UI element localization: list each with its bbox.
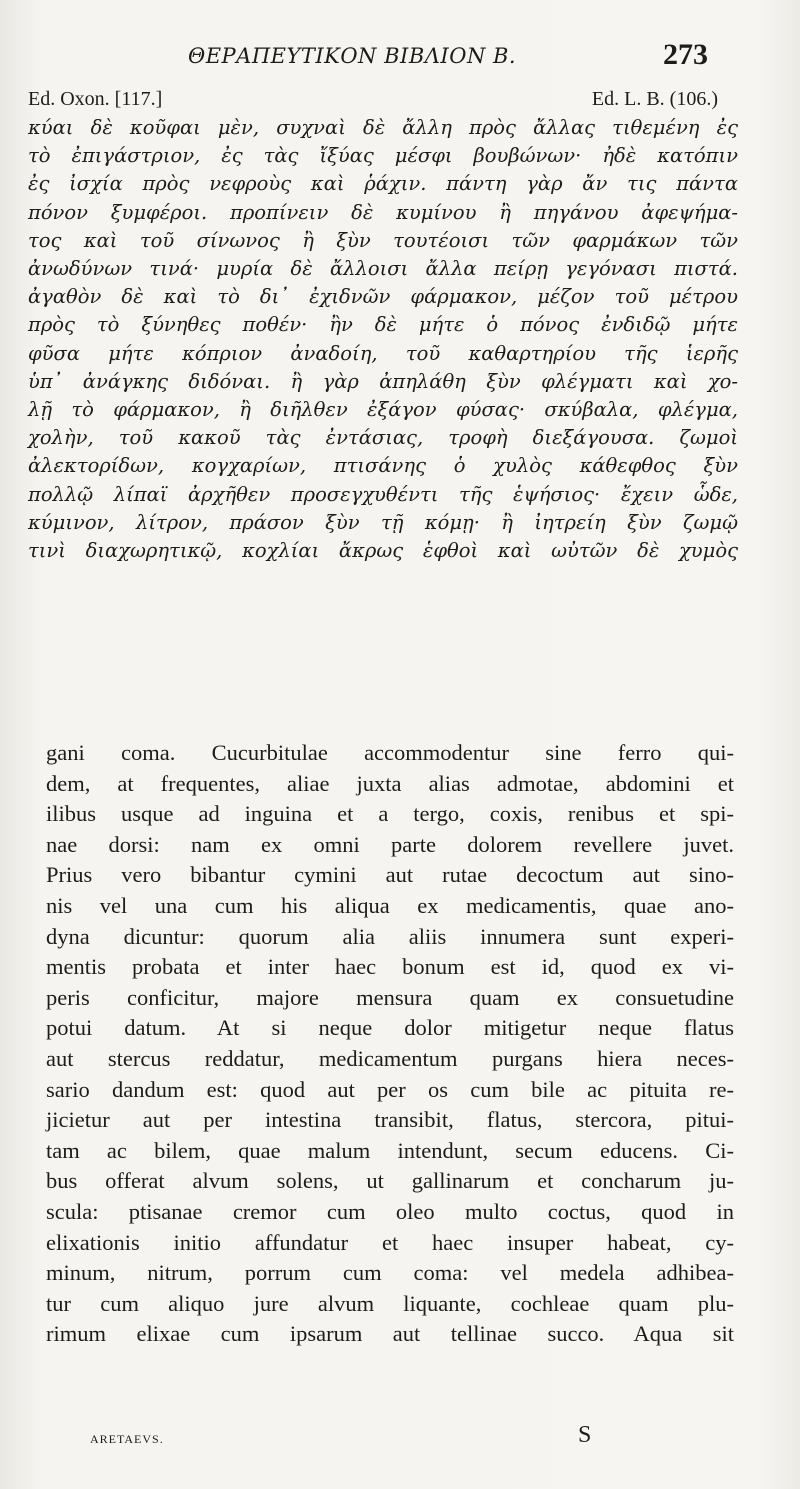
- edition-references: [28, 88, 718, 114]
- greek-line: πρὸς τὸ ξύνηθες ποθέν· ἢν δὲ μήτε ὁ πόνος ἐνδιδῷ μήτε: [28, 313, 738, 337]
- running-head: ΘΕΡΑΠΕΥΤΙΚΟΝ ΒΙΒΛΙΟΝ Β.: [188, 44, 517, 68]
- latin-line: Prius vero bibantur cymini aut rutae decoctum aut sino-: [46, 862, 734, 888]
- edition-reference-oxford: Ed. Oxon. [117.]: [28, 88, 163, 110]
- greek-line: ἀγαθὸν δὲ καὶ τὸ δι᾿ ἐχιδνῶν φάρμακον, μέζον τοῦ μέτρου: [28, 285, 738, 309]
- latin-line: nis vel una cum his aliqua ex medicamentis, quae ano-: [46, 892, 734, 918]
- latin-line: tam ac bilem, quae malum intendunt, secum educens. Ci-: [46, 1137, 734, 1163]
- latin-line: dem, at frequentes, aliae juxta alias admotae, abdomini et: [46, 770, 734, 796]
- page-header: [0, 38, 800, 78]
- latin-line: rimum elixae cum ipsarum aut tellinae succo. Aqua sit: [46, 1321, 734, 1347]
- greek-line: ἀλεκτορίδων, κογχαρίων, πτισάνης ὁ χυλὸς κάθεφθος ξὺν: [28, 454, 738, 478]
- edition-reference-leipzig: Ed. L. B. (106.): [591, 88, 718, 110]
- greek-line: πολλῷ λίπαϊ ἀρχῆθεν προσεγχυθέντι τῆς ἑψήσιος· ἔχειν ὧδε,: [28, 482, 738, 506]
- greek-text-block: [28, 114, 738, 565]
- greek-line: κύμινον, λίτρον, πράσον ξὺν τῇ κόμῃ· ἢ ἰητρείη ξὺν ζωμῷ: [28, 510, 738, 534]
- greek-line: λῇ τὸ φάρμακον, ἢ διῆλθεν ἐξάγον φύσας· σκύβαλα, φλέγμα,: [28, 398, 738, 422]
- greek-line: πόνον ξυμφέροι. προπίνειν δὲ κυμίνου ἢ πηγάνου ἀφεψήμα-: [28, 200, 738, 224]
- latin-line: nae dorsi: nam ex omni parte dolorem revellere juvet.: [46, 831, 734, 857]
- greek-line: ἀνωδύνων τινά· μυρία δὲ ἄλλοισι ἄλλα πείρῃ γεγόνασι πιστά.: [28, 257, 738, 281]
- page-footer: [0, 1422, 800, 1462]
- latin-line: scula: ptisanae cremor cum oleo multo coctus, quod in: [46, 1198, 734, 1224]
- latin-line: mentis probata et inter haec bonum est id, quod ex vi-: [46, 954, 734, 980]
- latin-text-block: [46, 738, 734, 1350]
- latin-line: ilibus usque ad inguina et a tergo, coxis, renibus et spi-: [46, 801, 734, 827]
- greek-line: τινὶ διαχωρητικῷ, κοχλίαι ἄκρως ἑφθοὶ καὶ ωὐτῶν δὲ χυμὸς: [28, 539, 738, 563]
- greek-line: φῦσα μήτε κόπριον ἀναδοίη, τοῦ καθαρτηρίου τῆς ἱερῆς: [28, 341, 738, 365]
- latin-line: aut stercus reddatur, medicamentum purgans hiera neces-: [46, 1045, 734, 1071]
- greek-line: τὸ ἐπιγάστριον, ἐς τὰς ἴξύας μέσφι βουβώνων· ἠδὲ κατόπιν: [28, 144, 738, 168]
- latin-line: potui datum. At si neque dolor mitigetur neque flatus: [46, 1015, 734, 1041]
- latin-line: gani coma. Cucurbitulae accommodentur sine ferro qui-: [46, 740, 734, 765]
- latin-line: tur cum aliquo jure alvum liquante, cochleae quam plu-: [46, 1290, 734, 1316]
- page-number: 273: [663, 38, 708, 71]
- latin-line: bus offerat alvum solens, ut gallinarum et concharum ju-: [46, 1168, 734, 1194]
- greek-line: ἐς ἰσχία πρὸς νεφροὺς καὶ ῥάχιν. πάντη γὰρ ἄν τις πάντα: [28, 172, 738, 196]
- printer-signature-mark: S: [578, 1422, 592, 1448]
- latin-line: dyna dicuntur: quorum alia aliis innumera sunt experi-: [46, 923, 734, 949]
- latin-line: jicietur aut per intestina transibit, flatus, stercora, pitui-: [46, 1107, 734, 1133]
- latin-line: peris conficitur, majore mensura quam ex consuetudine: [46, 984, 734, 1010]
- latin-line: minum, nitrum, porrum cum coma: vel medela adhibea-: [46, 1260, 734, 1286]
- latin-line: sario dandum est: quod aut per os cum bile ac pituita re-: [46, 1076, 734, 1102]
- greek-line: χολὴν, τοῦ κακοῦ τὰς ἐντάσιας, τροφὴ διεξάγουσα. ζωμοὶ: [28, 426, 738, 450]
- latin-line: elixationis initio affundatur et haec insuper habeat, cy-: [46, 1229, 734, 1255]
- greek-line: τος καὶ τοῦ σίνωνος ἢ ξὺν τουτέοισι τῶν φαρμάκων τῶν: [28, 228, 738, 252]
- greek-line: κύαι δὲ κοῦφαι μὲν, συχναὶ δὲ ἄλλη πρὸς ἄλλας τιθεμένη ἐς: [28, 116, 738, 139]
- printer-signature-name: ARETAEVS.: [90, 1432, 164, 1446]
- greek-line: ὑπ᾿ ἀνάγκης διδόναι. ἢ γὰρ ἀπηλάθη ξὺν φλέγματι καὶ χο-: [28, 369, 738, 393]
